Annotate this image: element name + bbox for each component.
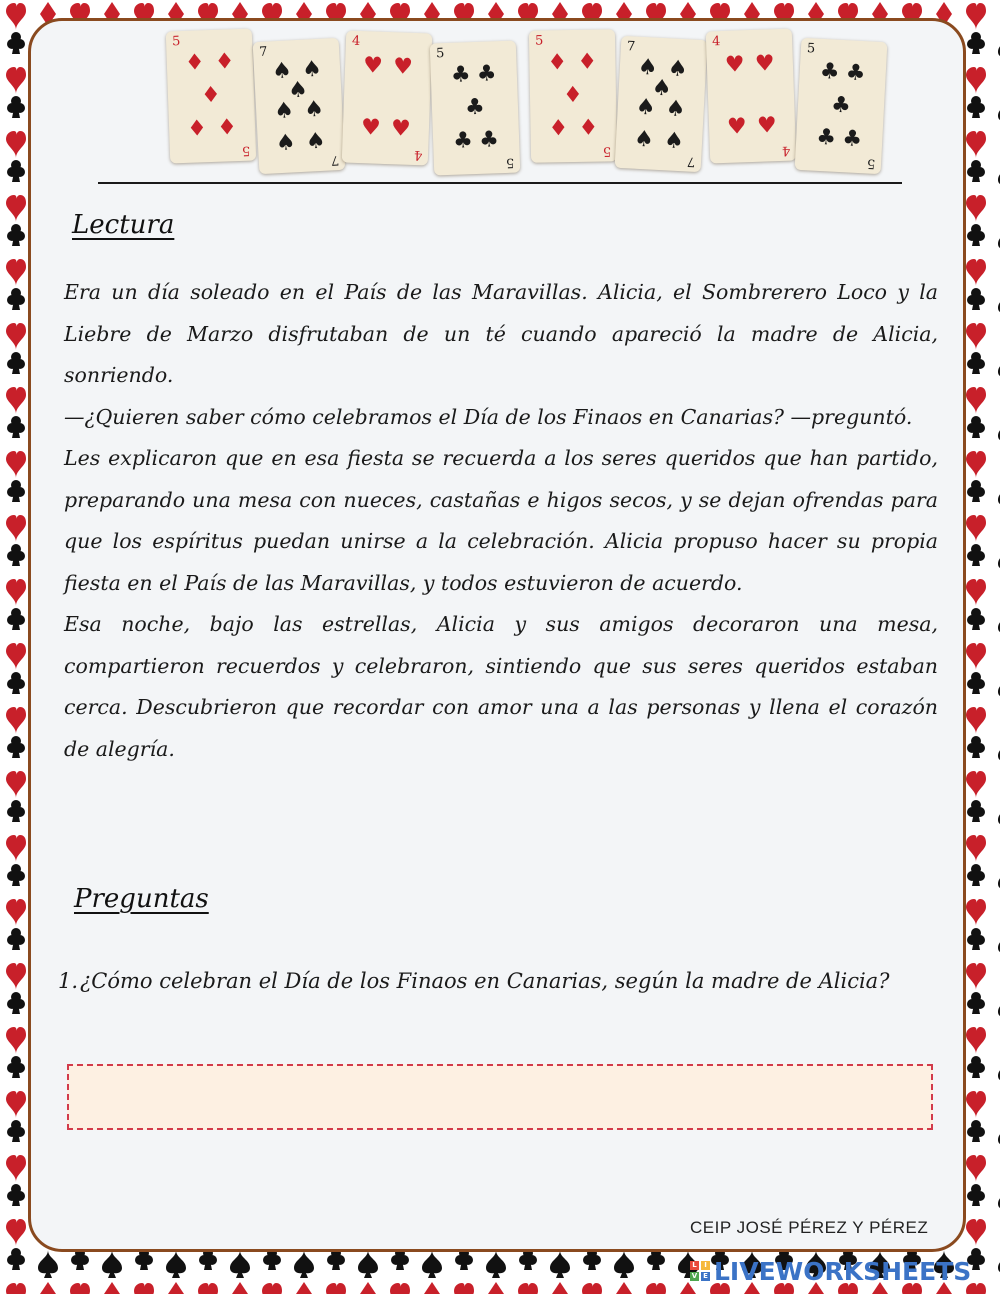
spade-icon: ♠	[665, 96, 687, 123]
playing-card	[430, 41, 521, 176]
club-icon: ♣	[450, 62, 472, 88]
diamond-icon: ♦	[562, 82, 583, 109]
diamond-icon: ♦	[200, 82, 222, 109]
spade-icon: ♠	[635, 94, 657, 121]
card-rank: 5	[241, 142, 251, 158]
reading-heading: Lectura	[72, 210, 175, 240]
card-rank: 5	[435, 46, 445, 62]
spade-icon: ♠	[663, 128, 685, 155]
card-rank: 5	[866, 155, 876, 171]
club-icon: ♣	[464, 94, 486, 121]
heart-icon: ♥	[392, 54, 414, 80]
club-icon: ♣	[476, 61, 497, 87]
card-rank: 5	[171, 34, 181, 50]
card-rank: 7	[258, 44, 268, 61]
card-rank: 5	[534, 33, 544, 49]
spade-icon: ♠	[275, 130, 297, 157]
school-name: CEIP JOSÉ PÉREZ Y PÉREZ	[690, 1218, 929, 1237]
playing-card	[615, 36, 708, 172]
spade-icon: ♠	[287, 77, 309, 104]
header-divider	[98, 182, 902, 184]
reading-paragraph: —¿Quieren saber cómo celebramos el Día de los Finaos en Canarias? —preguntó.	[64, 404, 913, 429]
spade-icon: ♠	[637, 54, 659, 81]
reading-paragraph: Era un día soleado en el País de las Maravillas. Alicia, el Sombrerero Loco y la Liebre de Marzo disfrutaban de un té cuando apareció la madre de Alicia, sonriendo.	[64, 280, 938, 387]
card-rank: 5	[505, 154, 515, 170]
card-rank: 7	[626, 39, 636, 55]
diamond-icon: ♦	[186, 116, 208, 142]
heart-icon: ♥	[754, 51, 776, 77]
playing-card	[529, 29, 617, 162]
question-number: 1.	[58, 969, 79, 993]
club-icon: ♣	[452, 128, 474, 154]
reading-text	[64, 272, 938, 770]
spade-icon: ♠	[303, 96, 325, 123]
brand-name: LIVEWORKSHEETS	[714, 1256, 972, 1286]
playing-card	[166, 29, 257, 164]
club-icon: ♣	[830, 92, 852, 119]
card-rank: 4	[351, 33, 361, 50]
card-rank: 7	[686, 153, 696, 169]
heart-icon: ♥	[390, 116, 412, 142]
playing-card	[342, 31, 433, 166]
heart-icon: ♥	[360, 115, 382, 141]
diamond-icon: ♦	[216, 115, 238, 141]
diamond-icon: ♦	[577, 49, 598, 75]
playing-card	[706, 29, 797, 164]
heart-icon: ♥	[756, 113, 778, 139]
club-icon: ♣	[845, 60, 867, 87]
diamond-icon: ♦	[548, 116, 569, 142]
answer-input-box[interactable]	[67, 1064, 933, 1130]
reading-paragraph: Les explicaron que en esa fiesta se recuerda a los seres queridos que han partido, preparando una mesa con nueces, castañas e higos secos, y se dejan ofrendas para que los espíritus puedan unirse a la celebración. Alicia propuso hacer su propia fiesta en el País de las Maravillas, y todos estuvieron de acuerdo.	[64, 446, 938, 595]
spade-icon: ♠	[633, 126, 655, 153]
diamond-icon: ♦	[214, 49, 235, 75]
liveworksheets-brand	[690, 1256, 971, 1286]
card-rank: 7	[330, 151, 340, 168]
diamond-icon: ♦	[547, 50, 568, 76]
heart-icon: ♥	[362, 53, 384, 79]
club-icon: ♣	[815, 124, 837, 151]
spade-icon: ♠	[667, 56, 689, 83]
question-item	[58, 960, 938, 1002]
playing-card	[795, 38, 888, 174]
card-rank: 5	[602, 143, 612, 159]
reading-paragraph: Esa noche, bajo las estrellas, Alicia y sus amigos decoraron una mesa, compartieron recuerdos y celebraron, sintiendo que sus seres queridos estaban cerca. Descubrieron que recordar con amor una a las personas y llena el corazón de alegría.	[64, 612, 938, 761]
spade-icon: ♠	[651, 75, 673, 102]
card-rank: 4	[413, 146, 423, 163]
spade-icon: ♠	[305, 128, 327, 155]
question-text: ¿Cómo celebran el Día de los Finaos en Canarias, según la madre de Alicia?	[80, 969, 890, 993]
heart-icon: ♥	[726, 114, 748, 140]
spade-icon: ♠	[301, 56, 323, 83]
playing-cards-banner	[162, 30, 892, 180]
playing-card	[253, 38, 346, 174]
card-rank: 4	[711, 34, 721, 50]
spade-icon: ♠	[271, 58, 293, 85]
diamond-icon: ♦	[184, 50, 206, 76]
heart-icon: ♥	[724, 52, 746, 78]
club-icon: ♣	[819, 58, 841, 85]
club-icon: ♣	[478, 127, 500, 153]
liveworksheets-logo-icon: L I V E	[690, 1261, 710, 1281]
diamond-icon: ♦	[578, 115, 599, 141]
card-rank: 4	[781, 142, 791, 158]
club-icon: ♣	[841, 126, 863, 153]
card-rank: 5	[806, 41, 816, 57]
spade-icon: ♠	[273, 98, 295, 125]
questions-heading: Preguntas	[74, 884, 209, 914]
